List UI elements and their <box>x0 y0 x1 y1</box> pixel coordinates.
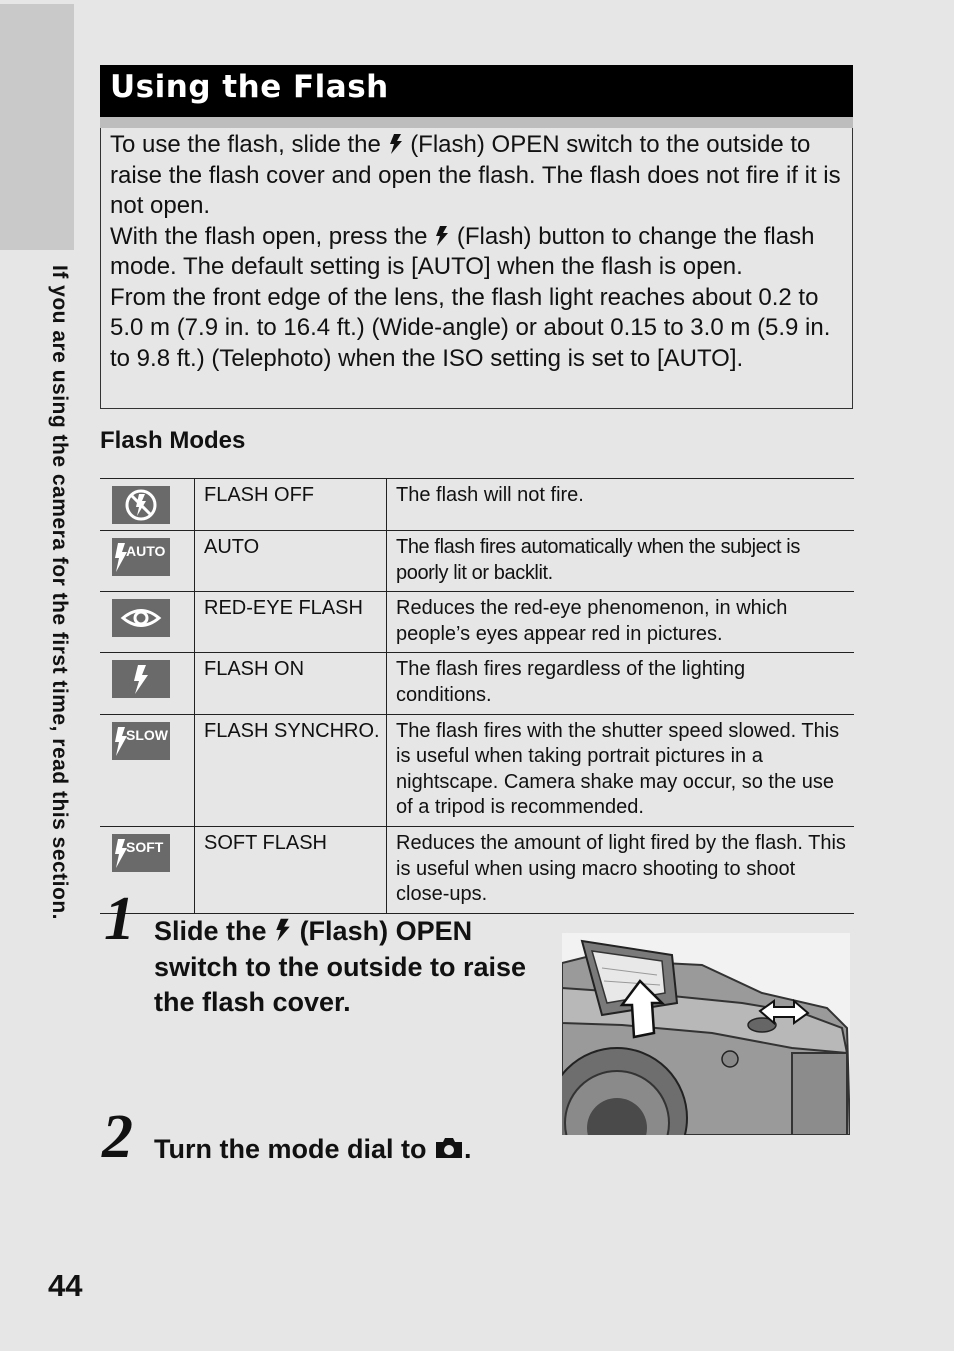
step-2-text <box>154 1132 472 1168</box>
title-underline <box>100 117 853 128</box>
intro-paragraph-2 <box>101 222 852 283</box>
mode-name: SOFT FLASH <box>204 831 327 854</box>
mode-description: Reduces the amount of light fired by the flash. This is useful when using macro shooting to shoot close-ups. <box>387 826 855 913</box>
table-row <box>100 531 854 592</box>
flash-modes-table <box>100 478 854 914</box>
mode-name: FLASH ON <box>204 658 305 681</box>
side-tab <box>0 4 74 250</box>
flash-slow-icon <box>112 722 170 760</box>
camera-flash-illustration <box>562 933 850 1135</box>
flash-icon <box>434 225 450 247</box>
mode-description: The flash will not fire. <box>387 479 855 531</box>
flash-auto-icon <box>112 538 170 576</box>
svg-text:AUTO: AUTO <box>126 543 166 559</box>
mode-name: AUTO <box>204 536 260 558</box>
intro-box <box>100 128 853 409</box>
intro-p1-text-b: (Flash) OPEN switch to the outside to raise the flash cover and open the flash. The flash does not fire if it is not open. <box>110 131 841 219</box>
table-row <box>100 479 854 531</box>
intro-p1-text-a: To use the flash, slide the <box>110 131 381 158</box>
mode-description: The flash fires automatically when the subject is poorly lit or backlit. <box>387 531 855 592</box>
table-row <box>100 653 854 714</box>
step-1-text-a: Slide the <box>154 916 267 946</box>
section-title-bar <box>100 65 853 117</box>
step-1-text-b: (Flash) OPEN <box>299 916 473 946</box>
flash-icon <box>274 917 292 943</box>
mode-description: The flash fires with the shutter speed slowed. This is useful when taking portrait pictures in a nightscape. Camera shake may occur, so the use of a tripod is recommended. <box>387 714 855 826</box>
side-tab-label: If you are using the camera for the first time, read this section. <box>48 265 71 920</box>
step-1-line-2: switch to the outside to raise <box>154 951 527 982</box>
intro-p2-text-a: With the flash open, press the <box>110 222 428 250</box>
flash-soft-icon <box>112 834 170 872</box>
svg-text:SLOW: SLOW <box>126 726 168 743</box>
step-1-number: 1 <box>104 885 135 953</box>
table-row <box>100 826 854 913</box>
intro-paragraph-1 <box>101 128 852 222</box>
page-number: 44 <box>48 1268 83 1303</box>
mode-description: The flash fires regardless of the lighting conditions. <box>387 653 855 714</box>
camera-mode-icon <box>434 1136 464 1160</box>
mode-name: FLASH SYNCHRO. <box>204 719 380 742</box>
step-2-text-b: . <box>464 1134 472 1164</box>
flash-modes-heading: Flash Modes <box>100 427 246 454</box>
flash-icon <box>388 133 404 155</box>
mode-description: Reduces the red-eye phenomenon, in which people’s eyes appear red in pictures. <box>387 592 855 653</box>
mode-name: FLASH OFF <box>204 484 315 506</box>
step-1-text <box>154 914 526 1021</box>
step-2-number: 2 <box>102 1103 133 1171</box>
step-1-line-3: the flash cover. <box>154 987 351 1017</box>
mode-name: RED-EYE FLASH <box>204 597 363 620</box>
table-row <box>100 714 854 826</box>
flash-on-icon <box>112 660 170 698</box>
table-row <box>100 592 854 653</box>
svg-text:SOFT: SOFT <box>126 838 164 855</box>
page-title: Using the Flash <box>110 69 389 105</box>
intro-p2-text-b: (Flash) button to change the flash mode. The default setting is [AUTO] when the flash is open. <box>110 222 815 280</box>
red-eye-icon <box>112 599 170 637</box>
step-2-text-a: Turn the mode dial to <box>154 1134 427 1164</box>
flash-off-icon <box>112 486 170 524</box>
intro-paragraph-3: From the front edge of the lens, the flash light reaches about 0.2 to 5.0 m (7.9 in. to 16.4 ft.) (Wide-angle) or about 0.15 to 3.0 m (5.9 in. to 9.8 ft.) (Telephoto) when the ISO setting is set to [AUTO]. <box>110 283 831 372</box>
